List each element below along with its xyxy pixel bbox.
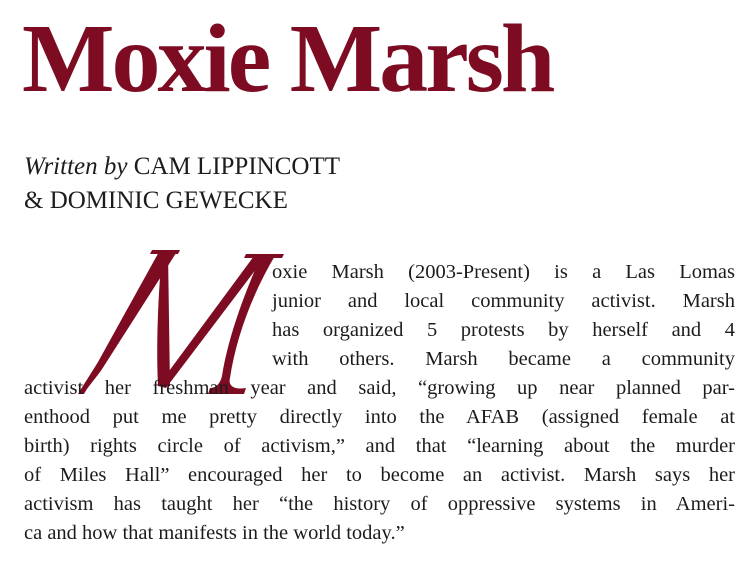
byline-line-1 bbox=[24, 150, 340, 184]
body-line-2: junior and local community activist. Marsh bbox=[272, 290, 735, 312]
body-line-1: oxie Marsh (2003-Present) is a Las Lomas bbox=[272, 261, 735, 283]
body-line-8: of Miles Hall” encouraged her to become an activist. Marsh says her bbox=[24, 464, 735, 486]
article-body bbox=[24, 258, 735, 548]
byline bbox=[24, 150, 340, 218]
article-title: Moxie Marsh bbox=[22, 5, 553, 113]
body-line-5: activist her freshman year and said, “growing up near planned par- bbox=[24, 377, 735, 399]
byline-lead: Written by bbox=[24, 153, 128, 180]
body-line-6: enthood put me pretty directly into the AFAB (assigned female at bbox=[24, 406, 735, 428]
body-line-9: activism has taught her “the history of oppressive systems in Ameri- bbox=[24, 493, 735, 515]
body-line-3: has organized 5 protests by herself and 4 bbox=[272, 319, 735, 341]
body-line-10: ca and how that manifests in the world today.” bbox=[24, 522, 405, 544]
byline-authors-2: & DOMINIC GEWECKE bbox=[24, 187, 288, 214]
body-line-7: birth) rights circle of activism,” and that “learning about the murder bbox=[24, 435, 735, 457]
byline-authors-1: CAM LIPPINCOTT bbox=[133, 153, 340, 180]
body-line-4: with others. Marsh became a community bbox=[272, 348, 735, 370]
